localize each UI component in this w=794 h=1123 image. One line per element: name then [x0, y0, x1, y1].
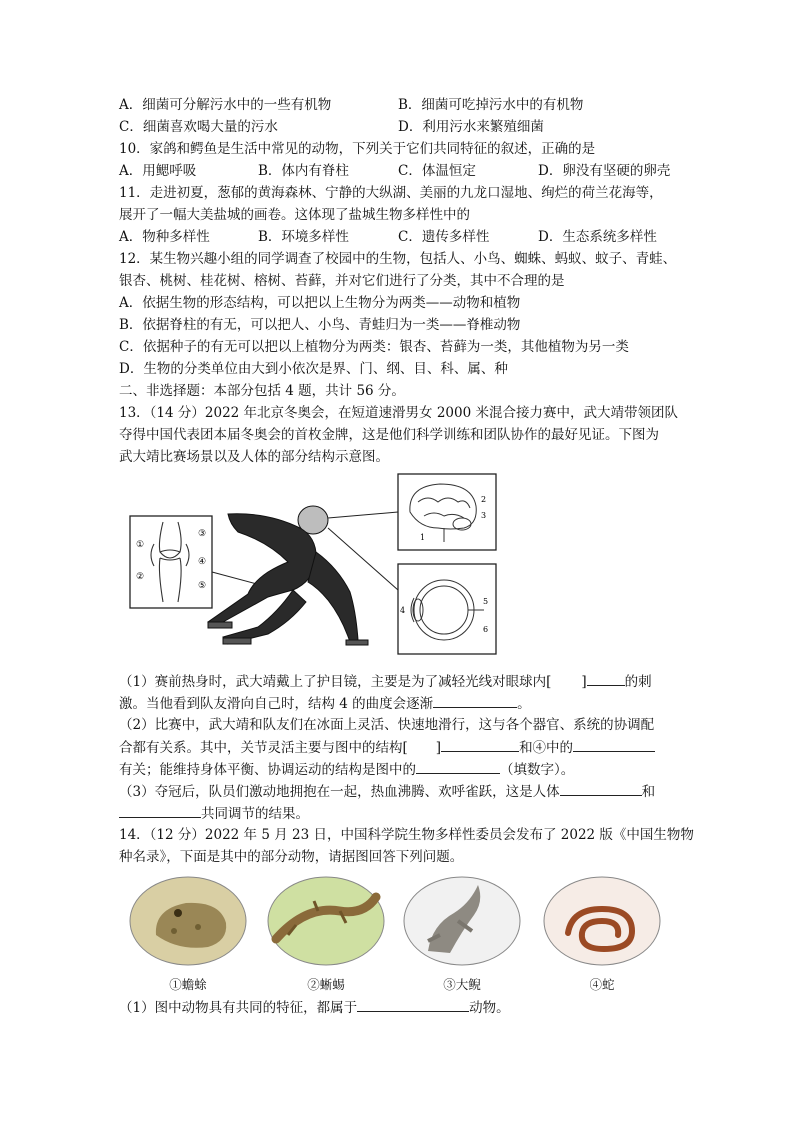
q14-part1: （1）图中动物具有共同的特征，都属于 动物。	[119, 997, 510, 1018]
q10-option-b: B．体内有脊柱	[258, 163, 349, 179]
animal-caption-3: ③大鲵	[443, 977, 481, 992]
q13-blank-1[interactable]	[587, 671, 625, 686]
q11-option-c: C．遗传多样性	[398, 229, 490, 245]
q9-option-b: B．细菌可吃掉污水中的有机物	[398, 97, 584, 113]
q13-stem-line2: 夺得中国代表团本届冬奥会的首枚金牌，这是他们科学训练和团队协作的最好见证。下图为	[119, 427, 659, 443]
skater-image	[208, 506, 368, 645]
q12-option-b: B．依据脊柱的有无，可以把人、小鸟、青蛙归为一类——脊椎动物	[119, 317, 521, 333]
q11-stem-line1: 11．走进初夏，葱郁的黄海森林、宁静的大纵湖、美丽的九龙口湿地、绚烂的荷兰花海等，	[119, 185, 663, 201]
brain-label-1: 1	[420, 533, 426, 542]
q12-stem-line1: 12．某生物兴趣小组的同学调查了校园中的生物，包括人、小鸟、蜘蛛、蚂蚁、蚊子、青蛙、	[119, 251, 677, 267]
eye-label-4: 4	[400, 606, 406, 615]
q12-stem-line2: 银杏、桃树、桂花树、榕树、苔藓，并对它们进行了分类，其中不合理的是	[119, 273, 565, 289]
eye-label-6: 6	[483, 625, 489, 634]
q13-blank-3[interactable]	[441, 737, 519, 752]
giant-salamander-image	[404, 877, 520, 965]
q13-part2-line3: 有关；能维持身体平衡、协调运动的结构是图中的 （填数字）。	[119, 759, 574, 780]
q13-part3-line2: 共同调节的结果。	[119, 803, 309, 824]
q11-stem-line2: 展开了一幅大美盐城的画卷。这体现了盐城生物多样性中的	[119, 207, 470, 223]
q14-animals-figure	[128, 875, 668, 975]
q12-option-a: A．依据生物的形态结构，可以把以上生物分为两类——动物和植物	[119, 295, 521, 311]
joint-label-5: ⑤	[198, 581, 207, 591]
q13-stem-line3: 武大靖比赛场景以及人体的部分结构示意图。	[119, 449, 389, 465]
lizard-image	[268, 877, 384, 965]
q13-stem-line1: 13．（14 分）2022 年北京冬奥会，在短道速滑男女 2000 米混合接力赛中，武大靖带领团队	[119, 405, 678, 421]
q13-blank-4[interactable]	[573, 737, 655, 752]
toad-image	[130, 877, 246, 965]
q11-option-a: A．物种多样性	[119, 229, 210, 245]
q13-figure	[128, 472, 498, 662]
joint-label-1: ①	[136, 540, 145, 550]
q11-option-b: B．环境多样性	[258, 229, 349, 245]
q13-part2-line2: 合都有关系。其中，关节灵活主要与图中的结构[ ] 和④中的	[119, 737, 655, 758]
q13-part2-line1: （2）比赛中，武大靖和队友们在冰面上灵活、快速地滑行，这与各个器官、系统的协调配	[119, 717, 655, 733]
q13-part1-line2: 激。当他看到队友滑向自己时，结构 4 的曲度会逐渐 。	[119, 693, 531, 714]
q13-part1-line1: （1）赛前热身时，武大靖戴上了护目镜，主要是为了减轻光线对眼球内[ ] 的刺	[119, 671, 652, 692]
q10-option-c: C．体温恒定	[398, 163, 476, 179]
q11-option-d: D．生态系统多样性	[538, 229, 657, 245]
eye-label-5: 5	[483, 597, 489, 606]
joint-label-3: ③	[198, 529, 207, 539]
animal-caption-4: ④蛇	[589, 977, 615, 992]
q13-blank-6[interactable]	[560, 781, 642, 796]
q10-stem: 10．家鸽和鳄鱼是生活中常见的动物，下列关于它们共同特征的叙述，正确的是	[119, 141, 596, 157]
snake-image	[544, 877, 660, 965]
q9-option-a: A．细菌可分解污水中的一些有机物	[119, 97, 332, 113]
brain-label-3: 3	[481, 511, 487, 520]
q12-option-d: D．生物的分类单位由大到小依次是界、门、纲、目、科、属、种	[119, 361, 508, 377]
q14-stem-line2: 种名录》，下面是其中的部分动物，请据图回答下列问题。	[119, 849, 464, 865]
q13-part3-line1: （3）夺冠后，队员们激动地拥抱在一起，热血沸腾、欢呼雀跃，这是人体 和	[119, 781, 655, 802]
q14-blank-1[interactable]	[357, 997, 469, 1012]
q12-option-c: C．依据种子的有无可以把以上植物分为两类：银杏、苔藓为一类，其他植物为另一类	[119, 339, 629, 355]
animal-caption-2: ②蜥蜴	[307, 977, 345, 992]
q14-stem-line1: 14．（12 分）2022 年 5 月 23 日，中国科学院生物多样性委员会发布了 2022 版《中国生物物	[119, 827, 694, 843]
section-heading: 二、非选择题：本部分包括 4 题，共计 56 分。	[119, 383, 405, 399]
joint-label-4: ④	[198, 557, 207, 567]
q9-option-c: C．细菌喜欢喝大量的污水	[119, 119, 278, 135]
q13-blank-5[interactable]	[416, 759, 500, 774]
q13-blank-7[interactable]	[119, 803, 201, 818]
q10-option-d: D．卵没有坚硬的卵壳	[538, 163, 671, 179]
q9-option-d: D．利用污水来繁殖细菌	[398, 119, 544, 135]
joint-label-2: ②	[136, 572, 145, 582]
q13-blank-2[interactable]	[433, 693, 517, 708]
animal-caption-1: ①蟾蜍	[169, 977, 207, 992]
q10-option-a: A．用鳃呼吸	[119, 163, 197, 179]
brain-label-2: 2	[481, 495, 487, 504]
